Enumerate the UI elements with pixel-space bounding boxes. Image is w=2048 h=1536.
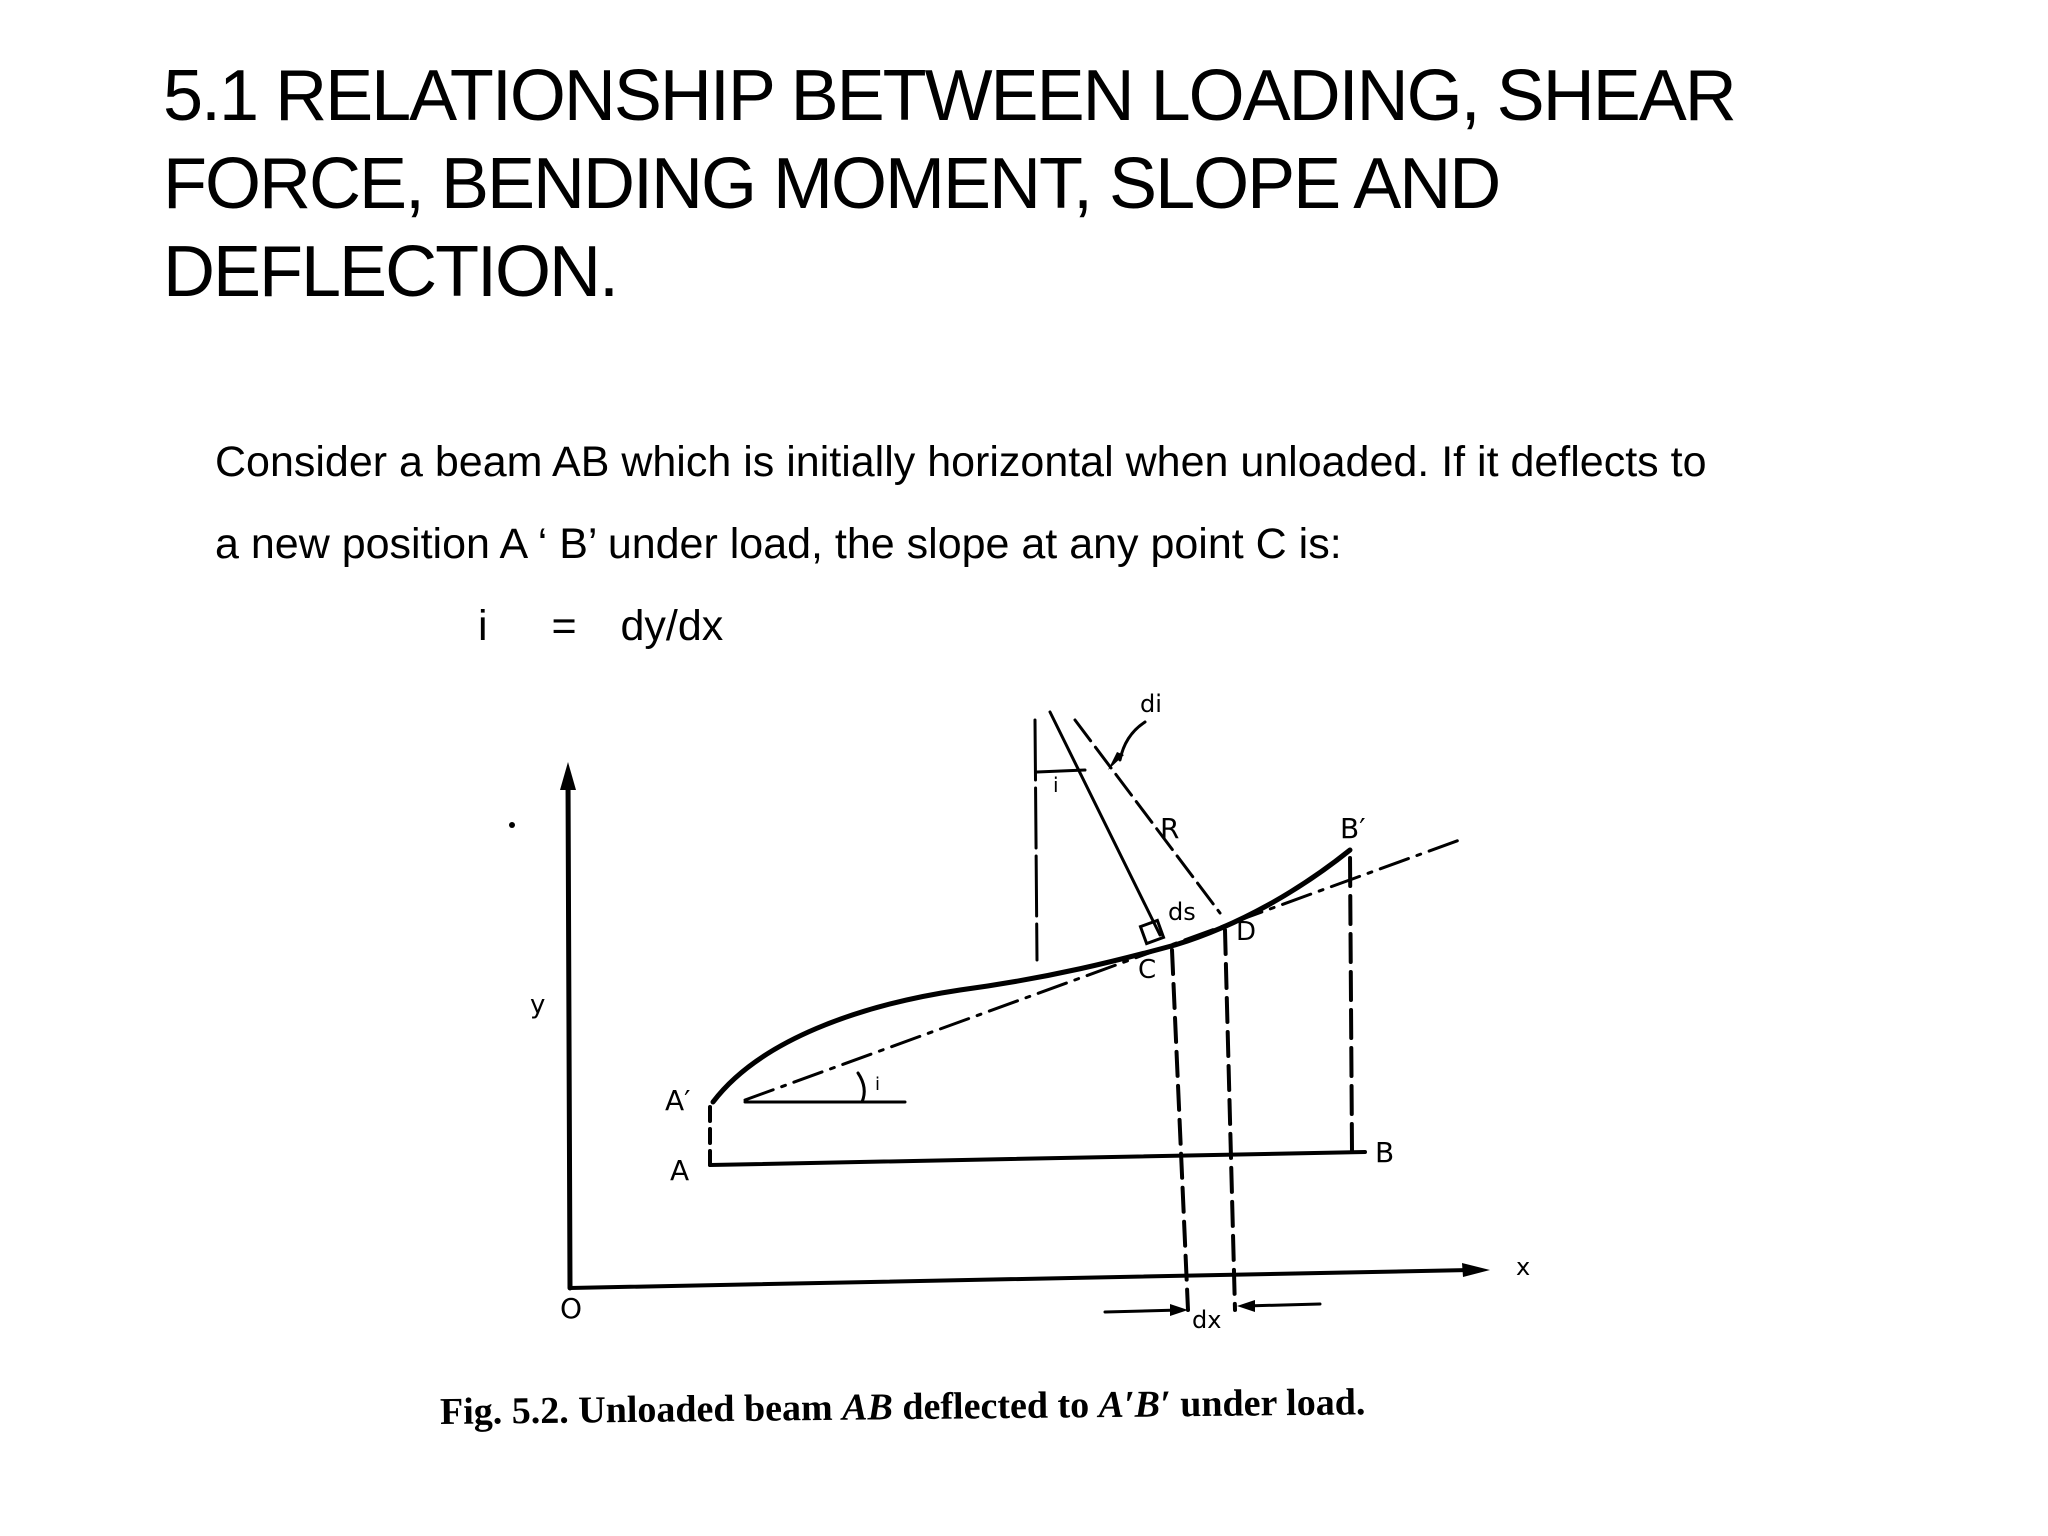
dx-dash-left	[1172, 950, 1188, 1310]
label-a: A	[670, 1154, 690, 1187]
equation-rhs: dy/dx	[620, 602, 724, 650]
label-x: x	[1516, 1253, 1531, 1281]
label-ds: ds	[1168, 898, 1196, 926]
label-i-angle: i	[875, 1074, 881, 1095]
paragraph-line-2: a new position A ‘ B’ under load, the slope at any point C is:	[215, 520, 1342, 568]
equation-lhs: i	[478, 602, 488, 650]
label-a-prime: A′	[665, 1084, 691, 1117]
paragraph-line-1: Consider a beam AB which is initially horizontal when unloaded. If it deflects to	[215, 438, 1707, 486]
right-angle-mark	[1140, 920, 1163, 943]
label-origin: O	[560, 1292, 583, 1325]
di-arrow	[1120, 722, 1145, 760]
label-c: C	[1138, 955, 1157, 985]
x-axis	[570, 1270, 1470, 1288]
label-d: D	[1236, 917, 1257, 947]
label-di: di	[1140, 690, 1162, 718]
radius-line-1	[1050, 712, 1160, 935]
caption-apbp: A′B′	[1098, 1383, 1171, 1427]
label-y: y	[530, 990, 546, 1020]
equation-equals: =	[551, 602, 577, 650]
caption-ab: AB	[841, 1386, 894, 1429]
dx-arrow-left	[1105, 1310, 1180, 1312]
title-line-2: FORCE, BENDING MOMENT, SLOPE AND	[163, 144, 1500, 224]
label-r: R	[1160, 812, 1180, 845]
dx-arrow-right-head	[1237, 1300, 1255, 1312]
di-arrow-head	[1108, 752, 1124, 770]
label-b: B	[1375, 1136, 1395, 1169]
tangent-line	[745, 838, 1465, 1100]
y-axis	[568, 778, 570, 1288]
dx-arrow-left-head	[1170, 1304, 1188, 1316]
scan-dot	[509, 822, 515, 828]
y-axis-arrow	[560, 762, 576, 790]
dx-arrow-right	[1245, 1304, 1320, 1306]
radius-line-2	[1075, 720, 1220, 913]
label-dx: dx	[1192, 1306, 1222, 1334]
caption-middle: deflected to	[892, 1384, 1099, 1429]
b-bprime-dashes	[1350, 855, 1352, 1152]
i-dim-line	[1037, 770, 1085, 772]
title-line-3: DEFLECTION.	[163, 232, 618, 312]
caption-prefix: Fig. 5.2. Unloaded beam	[439, 1386, 843, 1433]
x-axis-arrow	[1462, 1263, 1490, 1277]
label-b-prime: B′	[1340, 812, 1366, 845]
deflected-beam	[713, 850, 1350, 1102]
beam-ab	[710, 1152, 1365, 1165]
angle-i-arc	[858, 1073, 864, 1102]
label-i-top: i	[1053, 773, 1059, 797]
dx-dash-right	[1225, 930, 1235, 1310]
vertical-ref	[1035, 720, 1037, 960]
title-line-1: 5.1 RELATIONSHIP BETWEEN LOADING, SHEAR	[163, 56, 1735, 136]
caption-suffix: under load.	[1170, 1381, 1366, 1426]
